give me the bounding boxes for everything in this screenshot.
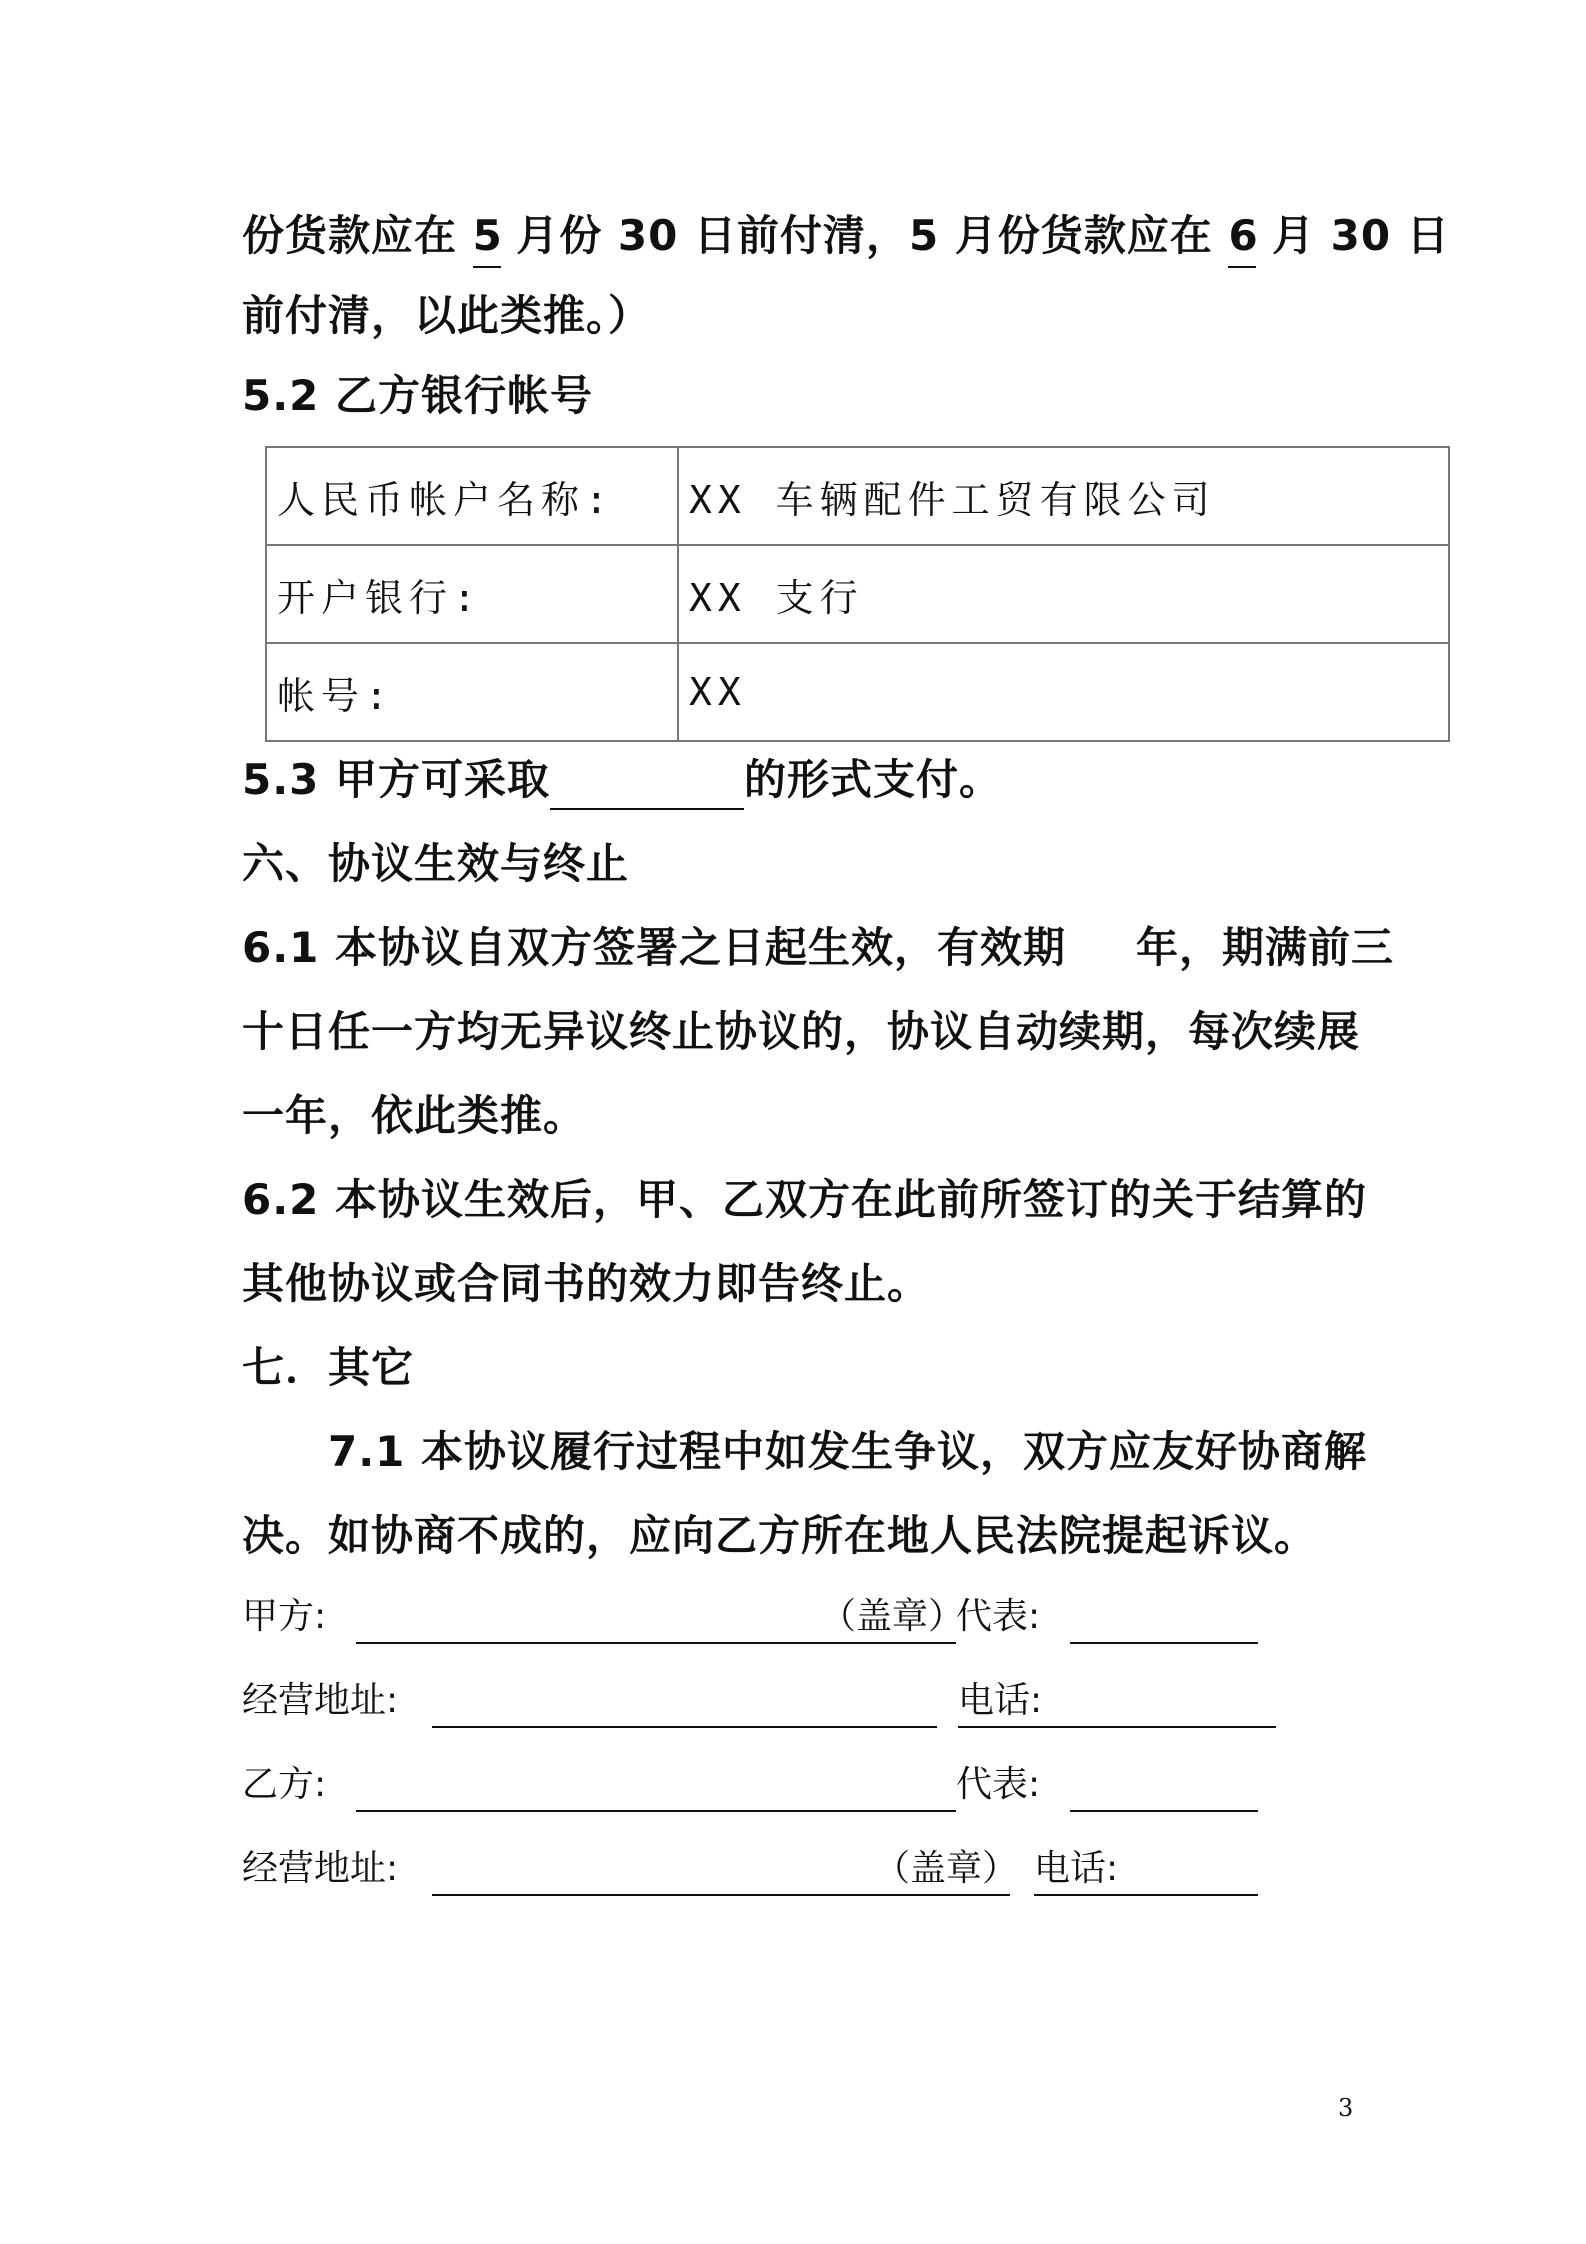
- address-label: 经营地址:: [242, 1848, 399, 1889]
- table-cell-value: XX 车辆配件工贸有限公司: [678, 447, 1449, 545]
- representative-label: 代表:: [956, 1764, 1041, 1805]
- clause-6-2-line2: 其他协议或合同书的效力即告终止。: [242, 1259, 931, 1308]
- party-b-label: 乙方:: [242, 1764, 327, 1805]
- address-line: [432, 1894, 1010, 1896]
- text-segment: 月 30 日: [1272, 211, 1450, 260]
- table-cell-value: XX 支行: [678, 545, 1449, 643]
- clause-5-2-title: 5.2 乙方银行帐号: [242, 371, 594, 420]
- clause-6-1-line3: 一年，依此类推。: [242, 1091, 587, 1140]
- page-number: 3: [1338, 2094, 1354, 2122]
- clause-6-1-line1: [242, 918, 1394, 978]
- clause-6-2-line1: 6.2 本协议生效后，甲、乙双方在此前所签订的关于结算的: [242, 1175, 1368, 1224]
- section-7-title: 七．其它: [242, 1343, 415, 1392]
- month-underline-value: 5: [473, 206, 501, 268]
- clause-7-1-line2: 决。如协商不成的，应向乙方所在地人民法院提起诉议。: [242, 1511, 1318, 1560]
- clause-6-1-line2: 十日任一方均无异议终止协议的，协议自动续期，每次续展: [242, 1007, 1361, 1056]
- text-segment: 月份 30 日前付清，5 月份货款应在: [516, 211, 1213, 260]
- phone-label: 电话:: [958, 1680, 1043, 1721]
- representative-label: 代表:: [956, 1596, 1041, 1637]
- paragraph-payment-schedule-line1: [242, 206, 1450, 268]
- month-underline-value: 6: [1228, 206, 1256, 268]
- text-segment: 年，期满前三: [1136, 923, 1395, 972]
- table-cell-label: 开户银行:: [266, 545, 678, 643]
- bank-account-table: [265, 446, 1450, 742]
- table-cell-label: 人民币帐户名称:: [266, 447, 678, 545]
- text-segment: 5.3 甲方可采取: [242, 755, 551, 804]
- seal-label: （盖章）: [820, 1596, 965, 1637]
- table-row: [266, 545, 1449, 643]
- text-segment: 的形式支付。: [744, 755, 1003, 804]
- address-label: 经营地址:: [242, 1680, 399, 1721]
- phone-line: [958, 1726, 1276, 1728]
- clause-5-3: [242, 750, 1002, 810]
- phone-label: 电话:: [1034, 1848, 1119, 1889]
- text-segment: 6.1 本协议自双方签署之日起生效，有效期: [242, 923, 1067, 972]
- table-row: [266, 643, 1449, 741]
- table-row: [266, 447, 1449, 545]
- address-line: [432, 1726, 937, 1728]
- seal-label: （盖章）: [874, 1848, 1019, 1889]
- party-b-signature-line: [356, 1810, 956, 1812]
- section-6-title: 六、协议生效与终止: [242, 839, 630, 888]
- representative-line: [1070, 1642, 1258, 1644]
- representative-line: [1070, 1810, 1258, 1812]
- paragraph-payment-schedule-line2: 前付清，以此类推。）: [242, 291, 652, 340]
- table-cell-label: 帐号:: [266, 643, 678, 741]
- party-a-signature-line: [356, 1642, 956, 1644]
- clause-7-1-line1: 7.1 本协议履行过程中如发生争议，双方应友好协商解: [328, 1427, 1368, 1476]
- phone-line: [1034, 1894, 1258, 1896]
- payment-method-blank: [550, 760, 744, 810]
- party-a-label: 甲方:: [242, 1596, 327, 1637]
- table-cell-value: XX: [678, 643, 1449, 741]
- text-segment: 份货款应在: [242, 211, 458, 260]
